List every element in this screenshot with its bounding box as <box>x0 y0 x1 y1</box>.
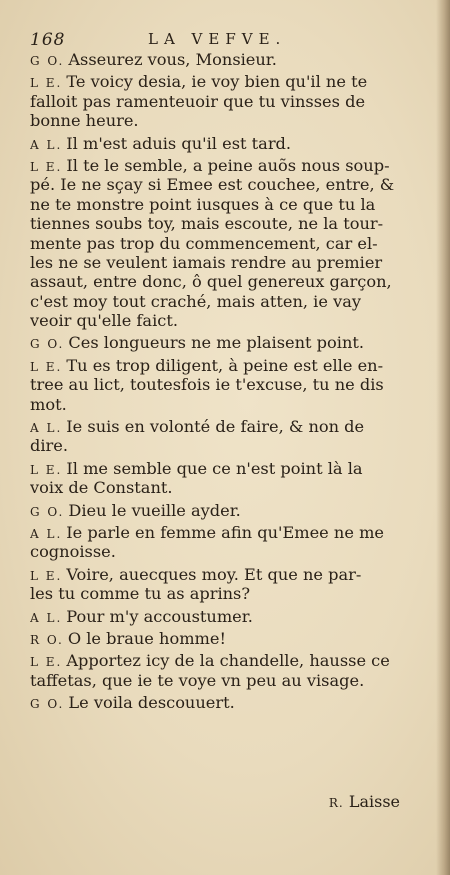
speech-text: Apportez icy de la chandelle, hausse ce <box>66 651 390 671</box>
speaker-label: L E. <box>30 76 63 91</box>
speech-text: c'est moy tout craché, mais atten, ie vay <box>30 291 362 311</box>
speech-text: veoir qu'elle faict. <box>30 311 178 331</box>
text-line <box>30 375 422 394</box>
text-line <box>30 584 422 603</box>
text-line <box>30 395 422 414</box>
speech-block <box>30 417 422 459</box>
speaker-label: L E. <box>30 655 63 670</box>
text-line <box>30 651 422 670</box>
speech-text: Il me semble que ce n'est point là la <box>66 458 363 478</box>
speech-block <box>30 565 422 607</box>
speech-text: tree au lict, toutesfois ie t'excuse, tu ne dis <box>30 375 384 395</box>
speech-block <box>30 156 422 334</box>
speech-block <box>30 693 422 715</box>
text-line <box>30 50 422 69</box>
text-line <box>30 175 422 194</box>
text-line <box>30 253 422 272</box>
text-line <box>30 214 422 233</box>
text-line <box>30 523 422 542</box>
speaker-label: G O. <box>30 504 65 519</box>
speech-text: taffetas, que ie te voye vn peu au visage. <box>30 670 365 690</box>
speaker-label: R O. <box>30 632 64 647</box>
speech-text: Ces longueurs ne me plaisent point. <box>68 333 365 353</box>
text-line <box>30 272 422 291</box>
text-line <box>30 134 422 153</box>
speech-text: bonne heure. <box>30 111 139 131</box>
text-line <box>30 607 422 626</box>
speaker-label: L E. <box>30 568 63 583</box>
speaker-label: G O. <box>30 697 65 712</box>
speech-text: Asseurez vous, Monsieur. <box>68 50 277 69</box>
speaker-label: A L. <box>30 526 63 541</box>
speech-text: Tu es trop diligent, à peine est elle en- <box>66 355 384 375</box>
catchword <box>329 792 400 811</box>
speech-text: Il m'est aduis qu'il est tard. <box>66 133 292 153</box>
speech-text: mot. <box>30 394 67 414</box>
speech-text: O le braue homme! <box>67 628 226 648</box>
catchword-text: Laisse <box>348 792 400 811</box>
text-line <box>30 629 422 648</box>
speech-block <box>30 651 422 693</box>
speech-text: les ne se veulent iamais rendre au premier <box>30 252 383 272</box>
speaker-label: L E. <box>30 159 63 174</box>
binding-shadow <box>436 0 450 875</box>
text-line <box>30 459 422 478</box>
speaker-label: L E. <box>30 359 63 374</box>
speech-block <box>30 459 422 501</box>
speech-text: Voire, auecques moy. Et que ne par- <box>66 564 362 584</box>
text-line <box>30 436 422 455</box>
dialogue-text <box>30 50 422 716</box>
speech-text: tiennes soubs toy, mais escoute, ne la tour- <box>30 214 384 234</box>
text-line <box>30 292 422 311</box>
text-line <box>30 195 422 214</box>
text-line <box>30 542 422 561</box>
text-line <box>30 693 422 712</box>
speech-text: dire. <box>30 436 69 456</box>
speaker-label: A L. <box>30 610 63 625</box>
text-line <box>30 478 422 497</box>
speech-text: mente pas trop du commencement, car el- <box>30 233 378 253</box>
running-head <box>30 30 420 52</box>
speech-text: ne te monstre point iusques à ce que tu la <box>30 194 376 214</box>
text-line <box>30 92 422 111</box>
page-number: 168 <box>30 30 66 50</box>
speech-block <box>30 50 422 72</box>
speech-text: les tu comme tu as aprins? <box>30 584 251 604</box>
text-line <box>30 501 422 520</box>
text-line <box>30 356 422 375</box>
speech-block <box>30 356 422 417</box>
speech-block <box>30 501 422 523</box>
speech-text: Te voicy desia, ie voy bien qu'il ne te <box>66 72 368 92</box>
catchword-speaker: R. <box>328 796 344 810</box>
text-line <box>30 565 422 584</box>
text-line <box>30 333 422 352</box>
speech-block <box>30 523 422 565</box>
speaker-label: A L. <box>30 421 63 436</box>
speech-text: voix de Constant. <box>30 478 173 498</box>
speech-text: Il te le semble, a peine auõs nous soup- <box>66 155 390 175</box>
speech-text: falloit pas ramenteuoir que tu vinsses de <box>30 91 366 111</box>
speech-text: Pour m'y accoustumer. <box>66 606 253 626</box>
speech-text: Le voila descouuert. <box>68 693 235 713</box>
book-title: LA VEFVE. <box>148 30 287 48</box>
text-line <box>30 72 422 91</box>
text-line <box>30 234 422 253</box>
speech-text: assaut, entre donc, ô quel genereux garçon, <box>30 272 392 292</box>
speech-text: Ie parle en femme afin qu'Emee ne me <box>66 522 384 542</box>
speaker-label: G O. <box>30 54 65 68</box>
speech-block <box>30 134 422 156</box>
text-line <box>30 156 422 175</box>
speaker-label: G O. <box>30 337 65 352</box>
text-line <box>30 311 422 330</box>
speech-block <box>30 333 422 355</box>
text-line <box>30 417 422 436</box>
speech-text: pé. Ie ne sçay si Emee est couchee, entre, & <box>30 175 395 195</box>
speech-text: Ie suis en volonté de faire, & non de <box>66 417 365 437</box>
speaker-label: A L. <box>30 137 63 152</box>
speech-block <box>30 607 422 629</box>
speech-text: Dieu le vueille ayder. <box>68 500 241 520</box>
text-line <box>30 671 422 690</box>
speech-block <box>30 72 422 133</box>
speech-block <box>30 629 422 651</box>
speech-text: cognoisse. <box>30 542 116 562</box>
text-line <box>30 111 422 130</box>
speaker-label: L E. <box>30 462 63 477</box>
